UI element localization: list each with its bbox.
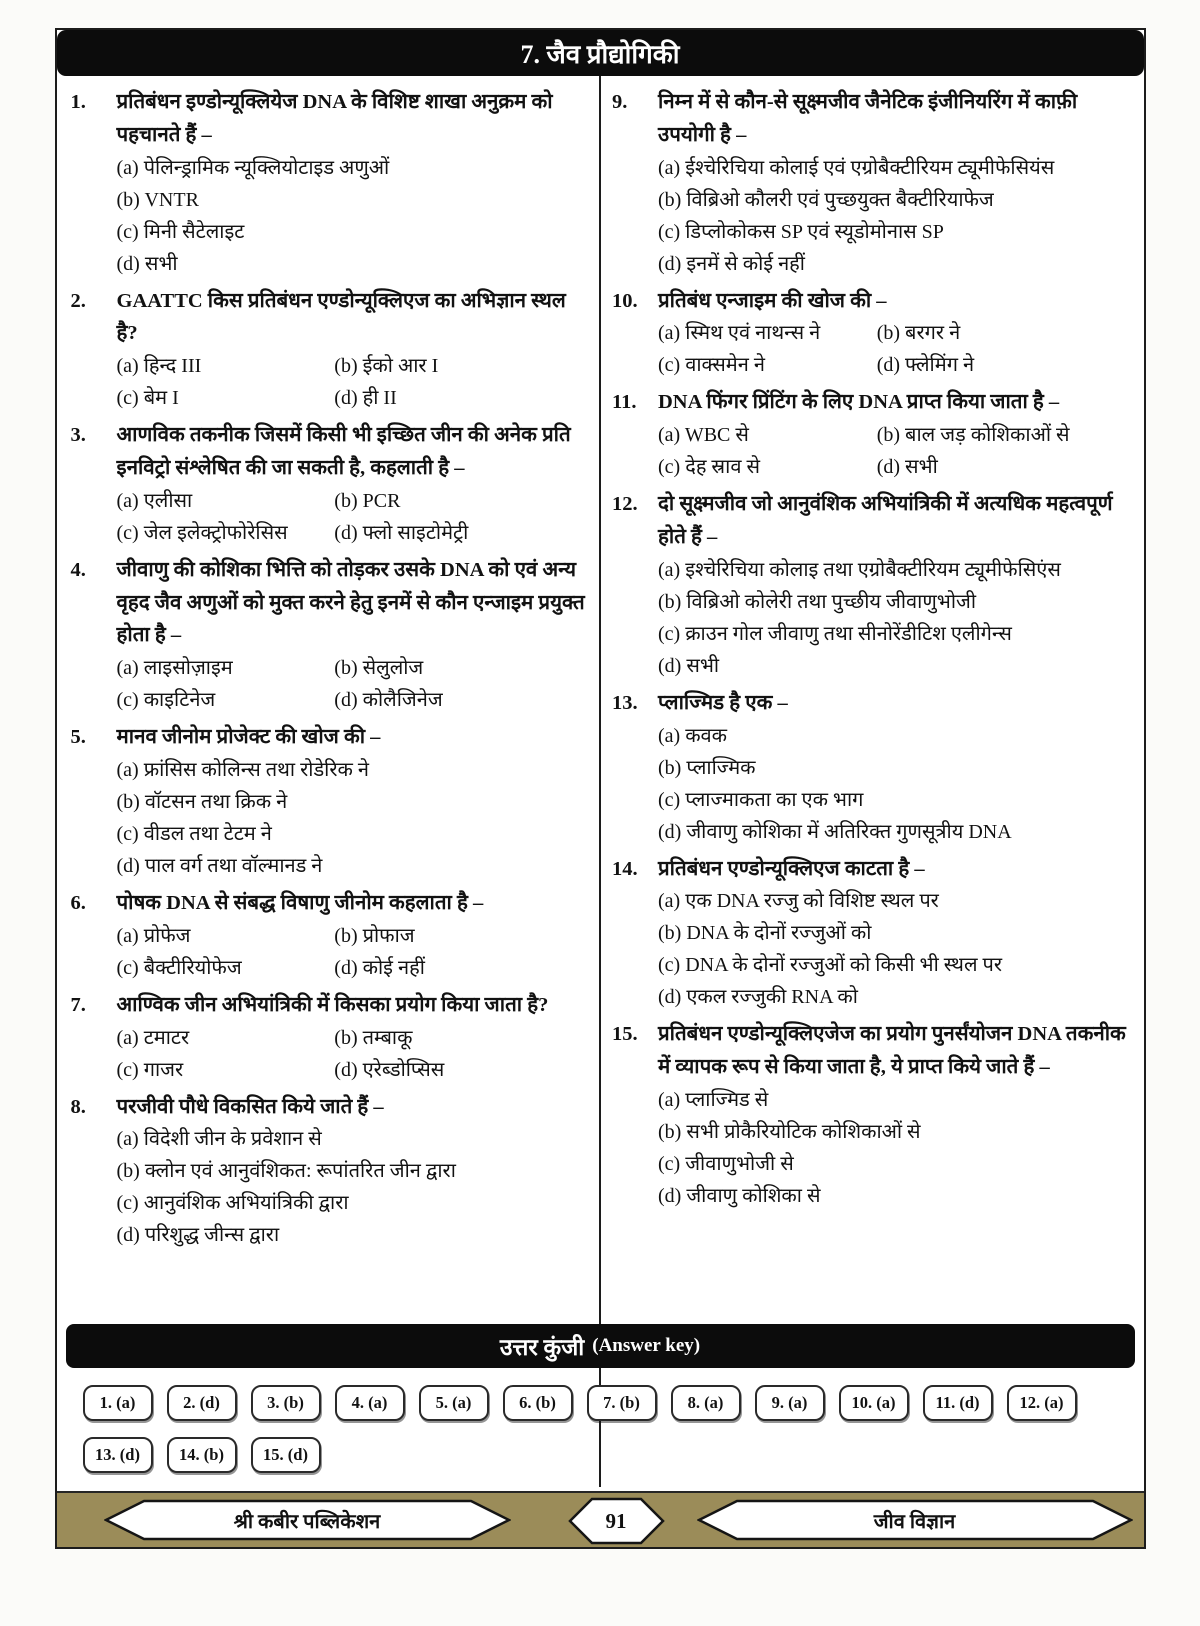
option: (b) तम्बाकू (334, 1026, 413, 1049)
question (71, 721, 591, 882)
answer-chip: 9. (a) (755, 1385, 825, 1421)
question-number: 4. (70, 558, 86, 581)
option: (b) वॉटसन तथा क्रिक ने (116, 790, 288, 813)
question (71, 887, 591, 984)
question (612, 687, 1134, 848)
question-options (117, 350, 591, 414)
option: (b) सभी प्रोकैरियोटिक कोशिकाओं से (658, 1120, 921, 1143)
question-text: दो सूक्ष्मजीव जो आनुवंशिक अभियांत्रिकी में अत्यधिक महत्वपूर्ण होते हैं – (658, 493, 1113, 548)
question-text: प्लाज्मिड है एक – (658, 691, 788, 714)
option: (c) बेम I (116, 387, 179, 410)
question-body (658, 86, 1134, 280)
answer-key-heading-bar (66, 1324, 1135, 1368)
question (71, 554, 591, 716)
footer-bar (57, 1491, 1144, 1547)
question-text: DNA फिंगर प्रिंटिंग के लिए DNA प्राप्त किया जाता है – (658, 391, 1060, 414)
option: (a) ईश्चेरिचिया कोलाई एवं एग्रोबैक्टीरियम ट्यूमीफेसियंस (658, 156, 1055, 179)
question-body (658, 285, 1134, 382)
option: (c) गाजर (116, 1058, 184, 1081)
question-number: 6. (70, 891, 86, 914)
option: (a) फ्रांसिस कोलिन्स तथा रोडेरिक ने (116, 758, 369, 781)
option: (d) फ्लेमिंग ने (876, 354, 975, 377)
option: (a) WBC से (658, 424, 749, 447)
option: (c) DNA के दोनों रज्जुओं को किसी भी स्थल पर (658, 954, 1003, 977)
question-number: 15. (612, 1023, 638, 1046)
answer-key-heading-hindi: उत्तर कुंजी (499, 1335, 585, 1360)
question-text: मानव जीनोम प्रोजेक्ट की खोज की – (116, 726, 381, 749)
question-text: आणविक तकनीक जिसमें किसी भी इच्छित जीन की अनेक प्रति इनविट्रो संश्लेषित की जा सकती है, कहलाती है – (116, 424, 571, 479)
option: (b) ईको आर I (334, 355, 439, 378)
option: (c) मिनी सैटेलाइट (116, 220, 245, 243)
question (71, 989, 591, 1086)
option: (b) VNTR (116, 188, 199, 211)
option: (c) प्लाज्माकता का एक भाग (658, 788, 864, 811)
question-number: 13. (612, 691, 638, 714)
option: (d) इनमें से कोई नहीं (658, 252, 805, 275)
column-divider (599, 76, 601, 1487)
question (612, 853, 1134, 1014)
question-options (117, 1123, 591, 1251)
option: (d) सभी (876, 456, 938, 479)
option: (b) DNA के दोनों रज्जुओं को (658, 922, 872, 945)
questions-column-left (57, 76, 601, 1324)
question-number: 3. (70, 424, 86, 447)
question-options (658, 152, 1134, 280)
question-text: प्रतिबंध एन्जाइम की खोज की – (658, 289, 887, 312)
question-body (658, 488, 1134, 682)
question-body (117, 887, 591, 984)
question (612, 386, 1134, 483)
question (71, 1091, 591, 1252)
question-number: 7. (70, 993, 86, 1016)
option: (c) वाक्समेन ने (658, 354, 765, 377)
option: (d) पाल वर्ग तथा वॉल्मानड ने (116, 854, 323, 877)
question-text: पोषक DNA से संबद्ध विषाणु जीनोम कहलाता है – (116, 891, 484, 914)
question-body (117, 1091, 591, 1252)
question-options (117, 152, 591, 280)
question-body (658, 386, 1134, 483)
question-text: आण्विक जीन अभियांत्रिकी में किसका प्रयोग किया जाता है? (116, 993, 549, 1016)
option: (b) क्लोन एवं आनुवंशिकत: रूपांतरित जीन द्वारा (116, 1160, 456, 1183)
option: (d) एरेब्डोप्सिस (334, 1058, 445, 1081)
question-options (117, 485, 591, 549)
publisher-name: श्री कबीर पब्लिकेशन (233, 1510, 381, 1533)
answer-key-chips (57, 1368, 1144, 1491)
question-options (658, 720, 1134, 848)
question-number: 1. (70, 91, 86, 113)
answer-key-heading-english: (Answer key) (592, 1335, 701, 1356)
question (71, 86, 591, 280)
option: (a) प्लाज्मिड से (658, 1088, 769, 1111)
answer-chip: 2. (d) (167, 1385, 237, 1421)
option: (b) प्लाज्मिक (658, 756, 756, 779)
subject-ribbon (697, 1498, 1133, 1542)
option: (c) देह स्राव से (658, 456, 760, 479)
question (612, 285, 1134, 382)
question-text: प्रतिबंधन एण्डोन्यूक्लिएजेज का प्रयोग पुनर्संयोजन DNA तकनीक में व्यापक रूप से किया जाता है, ये प्राप्त किये जाते हैं – (658, 1023, 1126, 1079)
question (612, 86, 1134, 280)
subject-name: जीव विज्ञान (873, 1510, 956, 1533)
question-number: 5. (70, 726, 86, 749)
question (612, 1018, 1134, 1212)
option: (c) जीवाणुभोजी से (658, 1152, 794, 1175)
option: (d) ही II (334, 387, 397, 410)
question-number: 8. (70, 1095, 86, 1118)
option: (b) विब्रिओ कोलेरी तथा पुच्छीय जीवाणुभोजी (658, 590, 977, 613)
answer-chip: 10. (a) (839, 1385, 909, 1421)
option: (d) कोई नहीं (334, 956, 425, 979)
option: (b) विब्रिओ कौलरी एवं पुच्छयुक्त बैक्टीरियाफेज (658, 188, 994, 211)
option: (b) PCR (334, 489, 401, 512)
question-text: परजीवी पौधे विकसित किये जाते हैं – (116, 1095, 384, 1118)
option: (a) स्मिथ एवं नाथन्स ने (658, 322, 821, 345)
question-text: निम्न में से कौन-से सूक्ष्मजीव जैनेटिक इंजीनियरिंग में काफ़ी उपयोगी है – (658, 91, 1078, 146)
option: (b) बरगर ने (876, 322, 961, 345)
question-options (658, 554, 1134, 682)
option: (a) इश्चेरिचिया कोलाइ तथा एग्रोबैक्टीरियम ट्यूमीफेसिएंस (658, 558, 1061, 581)
question-options (117, 1022, 591, 1086)
question-options (117, 920, 591, 984)
option: (a) पेलिन्ड्रामिक न्यूक्लियोटाइड अणुओं (116, 156, 390, 179)
answer-chip: 1. (a) (83, 1385, 153, 1421)
question-number: 10. (612, 289, 638, 312)
option: (a) प्रोफेज (116, 924, 191, 947)
option: (d) सभी (658, 654, 720, 677)
answer-chip: 4. (a) (335, 1385, 405, 1421)
option: (d) एकल रज्जुकी RNA को (658, 986, 858, 1009)
question-text: जीवाणु की कोशिका भित्ति को तोड़कर उसके DNA को एवं अन्य वृहद जैव अणुओं को मुक्त करने हेतु इनमें से कौन एन्जाइम प्रयुक्त होता है – (116, 558, 585, 647)
option: (d) परिशुद्ध जीन्स द्वारा (116, 1224, 280, 1247)
answer-chip: 13. (d) (83, 1437, 153, 1473)
option: (d) सभी (116, 252, 178, 275)
question-options (117, 652, 591, 716)
answer-chip: 11. (d) (923, 1385, 993, 1421)
option: (c) बैक्टीरियोफेज (116, 956, 242, 979)
question-options (117, 754, 591, 882)
question-number: 2. (70, 289, 86, 312)
answer-chip: 8. (a) (671, 1385, 741, 1421)
answer-chip: 7. (b) (587, 1385, 657, 1421)
question-text: प्रतिबंधन एण्डोन्यूक्लिएज काटता है – (658, 857, 925, 880)
option: (b) प्रोफाज (334, 924, 415, 947)
option: (d) फ्लो साइटोमेट्री (334, 521, 469, 544)
answer-chip: 3. (b) (251, 1385, 321, 1421)
question-body (117, 86, 591, 280)
answer-chip: 5. (a) (419, 1385, 489, 1421)
chapter-title: 7. जैव प्रौद्योगिकी (520, 40, 680, 69)
page-number-badge (568, 1496, 665, 1546)
question-number: 12. (612, 493, 638, 516)
question-body (658, 1018, 1134, 1212)
question-number: 14. (612, 857, 638, 880)
question (71, 285, 591, 415)
option: (c) जेल इलेक्ट्रोफोरेसिस (116, 521, 288, 544)
page-frame (55, 28, 1146, 1549)
option: (a) एक DNA रज्जु को विशिष्ट स्थल पर (658, 890, 939, 913)
question-body (658, 687, 1134, 848)
question (612, 488, 1134, 682)
answer-chip: 14. (b) (167, 1437, 237, 1473)
option: (a) हिन्द III (116, 355, 202, 378)
question-body (658, 853, 1134, 1014)
chapter-title-bar (57, 30, 1144, 76)
question-body (117, 554, 591, 716)
option: (c) काइटिनेज (116, 689, 216, 712)
option: (b) सेलुलोज (334, 657, 424, 680)
question-text: GAATTC किस प्रतिबंधन एण्डोन्यूक्लिएज का अभिज्ञान स्थल है? (116, 289, 566, 345)
option: (b) बाल जड़ कोशिकाओं से (876, 424, 1070, 447)
option: (c) आनुवंशिक अभियांत्रिकी द्वारा (116, 1192, 349, 1215)
option: (c) क्राउन गोल जीवाणु तथा सीनोरेंडीटिश एलीगेन्स (658, 622, 1012, 645)
answer-chip: 12. (a) (1007, 1385, 1077, 1421)
question-body (117, 285, 591, 415)
question-number: 11. (612, 391, 637, 414)
question-options (658, 317, 1134, 381)
option: (c) डिप्लोकोकस SP एवं स्यूडोमोनास SP (658, 220, 944, 243)
question-text: प्रतिबंधन इण्डोन्यूक्लियेज DNA के विशिष्ट शाखा अनुक्रम को पहचानते हैं – (116, 91, 553, 146)
option: (d) कोलैजिनेज (334, 689, 443, 712)
option: (a) लाइसोज़ाइम (116, 657, 233, 680)
option: (c) वीडल तथा टेटम ने (116, 822, 272, 845)
option: (a) विदेशी जीन के प्रवेशान से (116, 1128, 322, 1151)
option: (a) कवक (658, 724, 728, 747)
option: (d) जीवाणु कोशिका में अतिरिक्त गुणसूत्रीय DNA (658, 820, 1012, 843)
question-options (658, 419, 1134, 483)
answer-chip: 6. (b) (503, 1385, 573, 1421)
questions-column-right (600, 76, 1144, 1324)
question-body (117, 989, 591, 1086)
question-options (658, 885, 1134, 1013)
publisher-ribbon (104, 1498, 511, 1542)
question-body (117, 721, 591, 882)
question-options (658, 1084, 1134, 1212)
question-number: 9. (612, 91, 628, 113)
option: (a) एलीसा (116, 489, 193, 512)
page-number: 91 (605, 1508, 627, 1533)
option: (a) टमाटर (116, 1026, 190, 1049)
question (71, 419, 591, 549)
question-body (117, 419, 591, 549)
option: (d) जीवाणु कोशिका से (658, 1184, 821, 1207)
answer-chip: 15. (d) (251, 1437, 321, 1473)
